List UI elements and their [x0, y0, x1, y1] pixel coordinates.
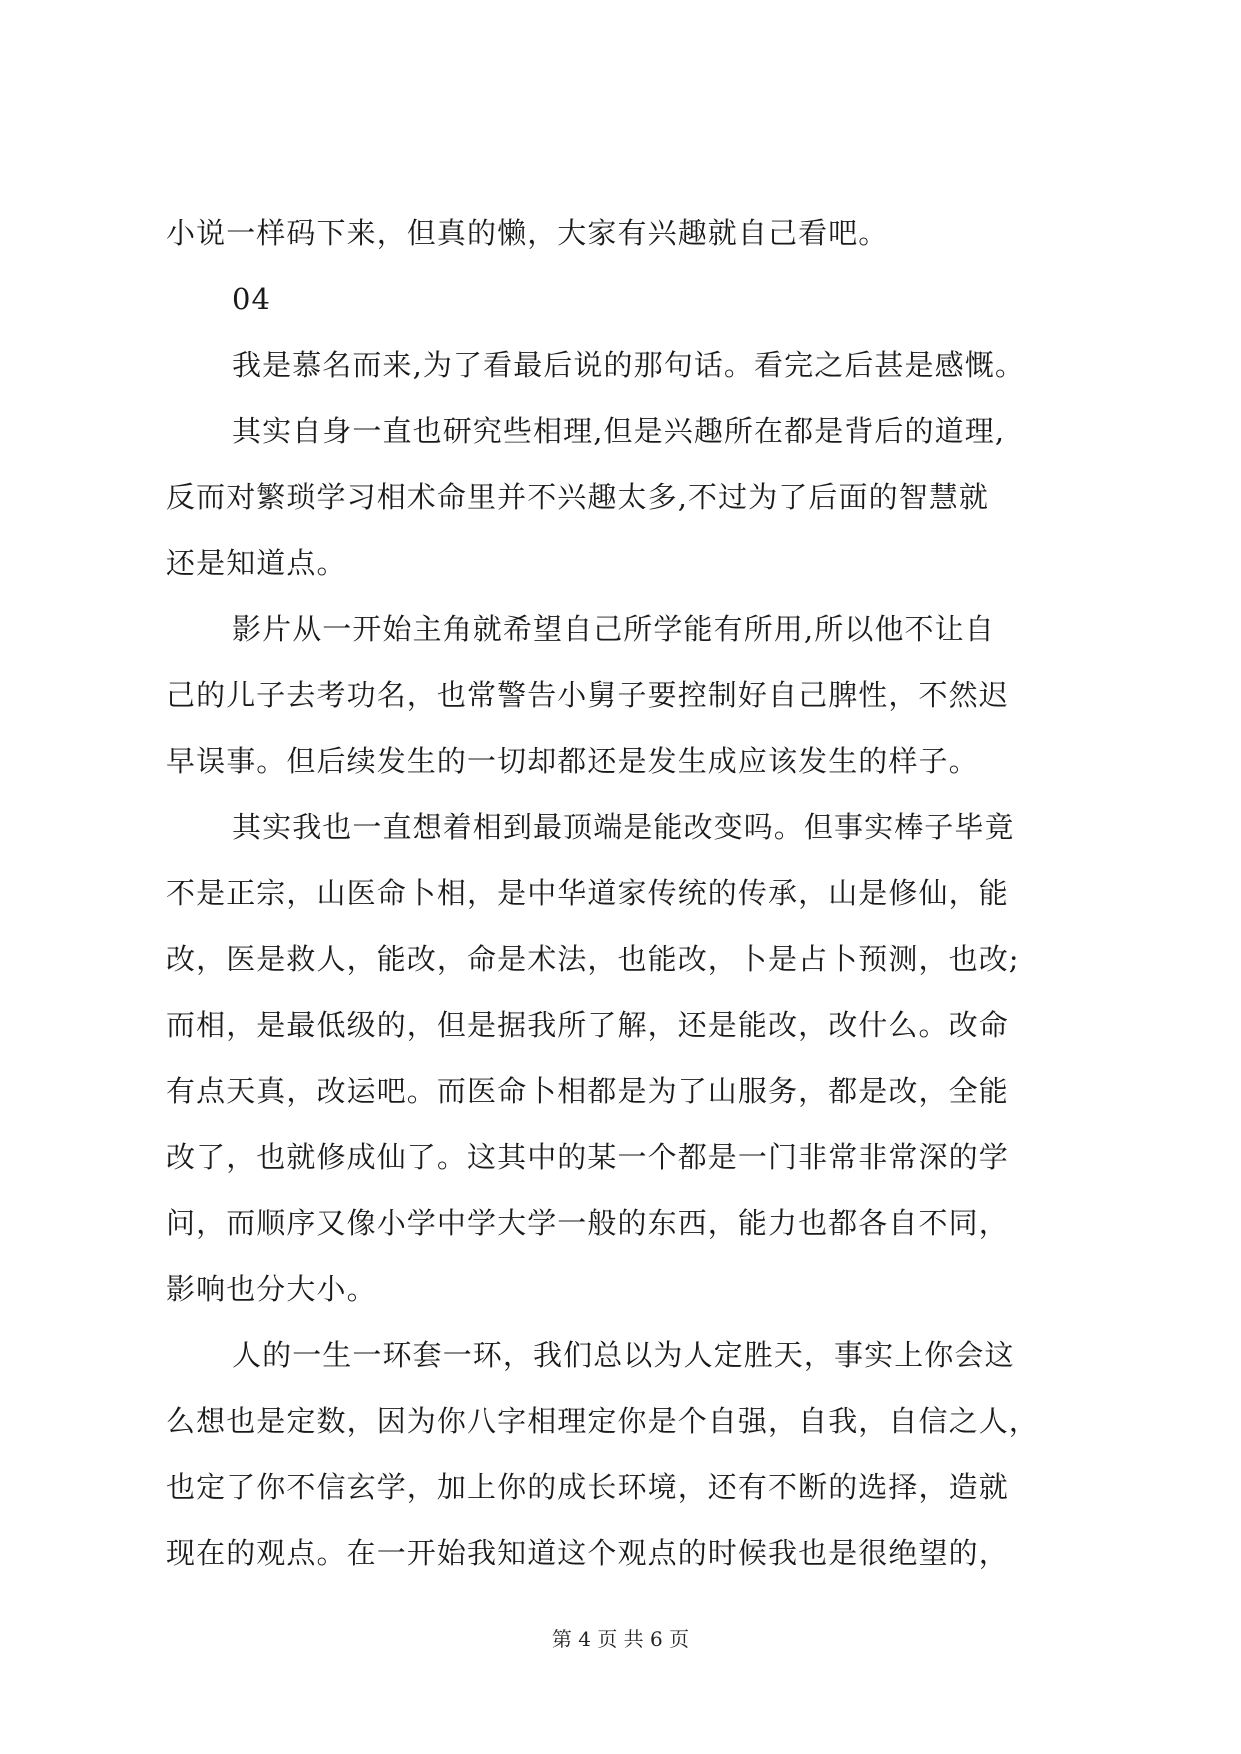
document-body — [166, 200, 1082, 1586]
text-line: 还是知道点。 — [166, 546, 347, 580]
text-line: 己的儿子去考功名，也常警告小舅子要控制好自己脾性，不然迟 — [166, 678, 1009, 712]
page-footer: 第 4 页 共 6 页 — [551, 1627, 690, 1651]
text-line: 改，医是救人，能改，命是术法，也能改，卜是占卜预测，也改; — [166, 942, 1020, 976]
paragraph-line: 其实自身一直也研究些相理,但是兴趣所在都是背后的道理, — [232, 414, 1006, 448]
section-number: 04 — [232, 282, 272, 316]
paragraph-line: 人的一生一环套一环，我们总以为人定胜天，事实上你会这 — [232, 1338, 1015, 1372]
text-line: 小说一样码下来，但真的懒，大家有兴趣就自己看吧。 — [166, 216, 889, 250]
text-line: 现在的观点。在一开始我知道这个观点的时候我也是很绝望的， — [166, 1536, 1009, 1570]
text-line: 不是正宗，山医命卜相，是中华道家传统的传承，山是修仙，能 — [166, 876, 1009, 910]
paragraph-line: 我是慕名而来,为了看最后说的那句话。看完之后甚是感慨。 — [232, 348, 1025, 382]
text-line: 早误事。但后续发生的一切却都还是发生成应该发生的样子。 — [166, 744, 979, 778]
text-line: 而相，是最低级的，但是据我所了解，还是能改，改什么。改命 — [166, 1008, 1009, 1042]
text-line: 反而对繁琐学习相术命里并不兴趣太多,不过为了后面的智慧就 — [166, 480, 990, 514]
paragraph-line: 影片从一开始主角就希望自己所学能有所用,所以他不让自 — [232, 612, 995, 646]
text-line: 问，而顺序又像小学中学大学一般的东西，能力也都各自不同， — [166, 1206, 1009, 1240]
text-line: 影响也分大小。 — [166, 1272, 377, 1306]
paragraph-line: 其实我也一直想着相到最顶端是能改变吗。但事实棒子毕竟 — [232, 810, 1015, 844]
text-line: 有点天真，改运吧。而医命卜相都是为了山服务，都是改，全能 — [166, 1074, 1009, 1108]
text-line: 改了，也就修成仙了。这其中的某一个都是一门非常非常深的学 — [166, 1140, 1009, 1174]
text-line: 也定了你不信玄学，加上你的成长环境，还有不断的选择，造就 — [166, 1470, 1009, 1504]
text-line: 么想也是定数，因为你八字相理定你是个自强，自我，自信之人， — [166, 1404, 1039, 1438]
